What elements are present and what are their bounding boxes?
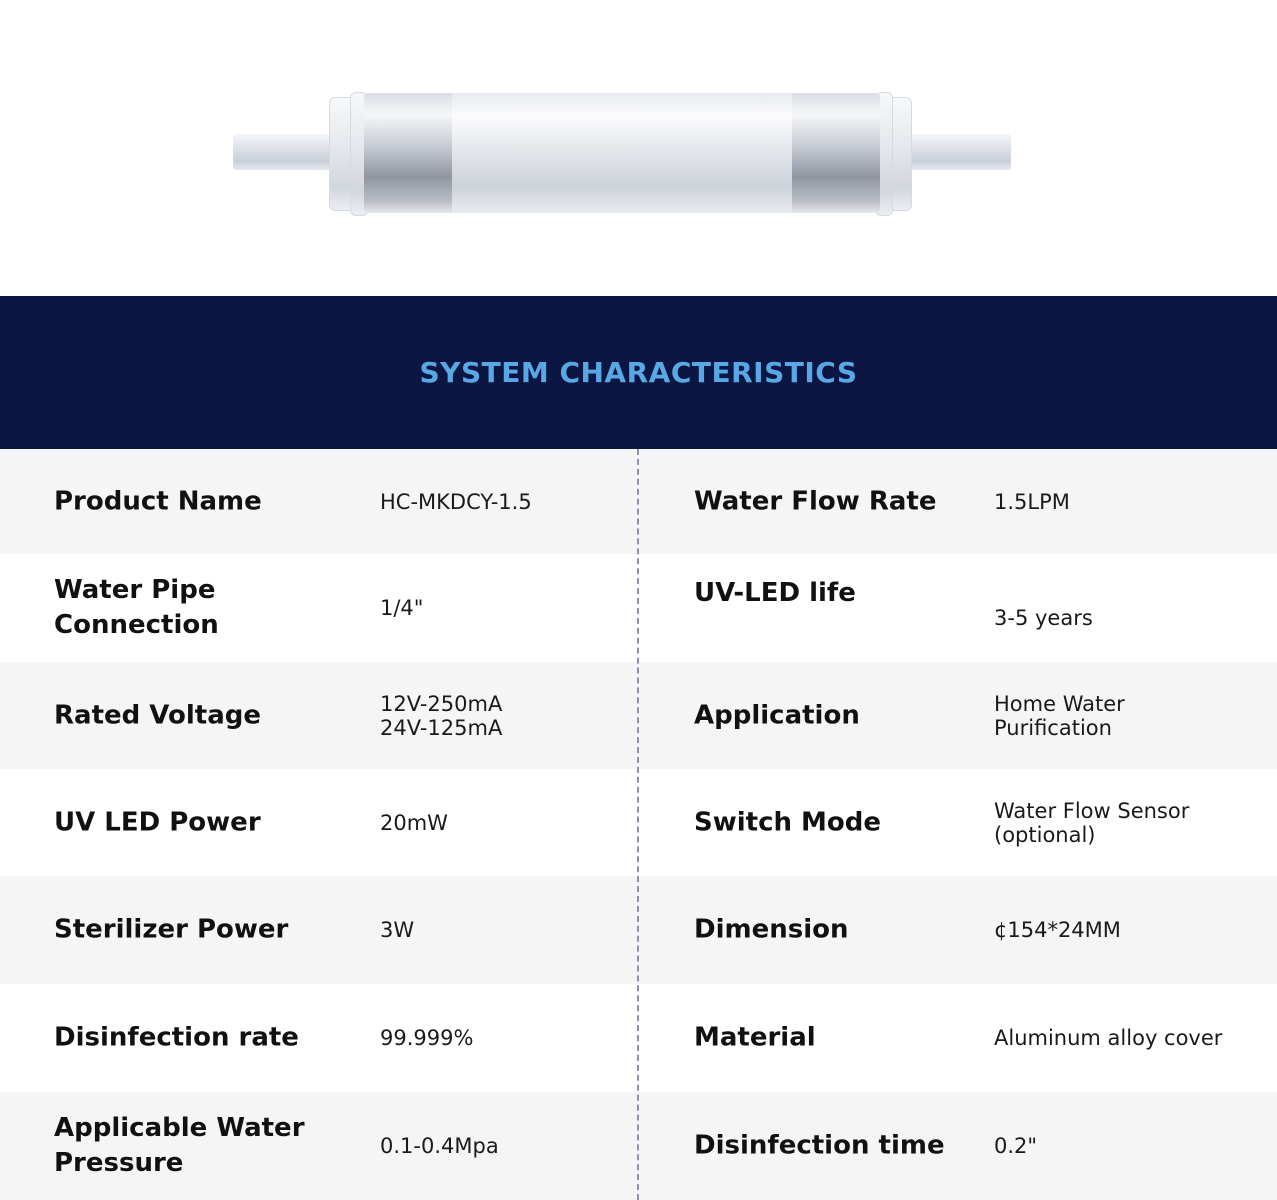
spec-value: 12V-250mA 24V-125mA bbox=[380, 691, 503, 740]
product-image bbox=[0, 0, 1277, 296]
spec-label: Switch Mode bbox=[694, 807, 882, 837]
spec-value: Aluminum alloy cover bbox=[994, 1026, 1223, 1050]
spec-value: 3-5 years bbox=[994, 606, 1093, 630]
spec-label: Dimension bbox=[694, 914, 849, 945]
spec-label: Product Name bbox=[54, 486, 262, 516]
spec-cell-right bbox=[638, 449, 1277, 554]
spec-cell-right bbox=[638, 769, 1277, 876]
spec-cell-right bbox=[638, 662, 1277, 769]
spec-cell-left bbox=[0, 554, 638, 662]
spec-cell-left bbox=[0, 769, 638, 876]
spec-cell-right bbox=[638, 984, 1277, 1092]
spec-label: Water Flow Rate bbox=[694, 486, 937, 516]
column-divider bbox=[637, 449, 639, 1200]
spec-value: ¢154*24MM bbox=[994, 918, 1121, 942]
spec-value: 0.2" bbox=[994, 1134, 1038, 1158]
spec-value: 20mW bbox=[380, 810, 448, 835]
spec-label: Material bbox=[694, 1022, 816, 1053]
spec-value: Home Water Purification bbox=[994, 691, 1125, 740]
spec-label: Application bbox=[694, 700, 860, 730]
spec-cell-left bbox=[0, 1092, 638, 1200]
spec-value: 1.5LPM bbox=[994, 489, 1070, 514]
spec-value: 0.1-0.4Mpa bbox=[380, 1134, 499, 1158]
sterilizer-tube bbox=[364, 93, 880, 213]
spec-label: UV-LED life bbox=[694, 578, 856, 608]
spec-label: Disinfection time bbox=[694, 1130, 945, 1161]
spec-cell-right bbox=[638, 1092, 1277, 1200]
spec-value: 3W bbox=[380, 918, 415, 942]
spec-label: Disinfection rate bbox=[54, 1022, 299, 1053]
spec-value: Water Flow Sensor (optional) bbox=[994, 798, 1190, 847]
spec-value: 99.999% bbox=[380, 1026, 474, 1050]
spec-label: UV LED Power bbox=[54, 807, 261, 837]
section-banner bbox=[0, 296, 1277, 449]
aluminum-sleeve bbox=[452, 93, 792, 213]
spec-cell-left bbox=[0, 876, 638, 984]
spec-cell-left bbox=[0, 984, 638, 1092]
spec-label: Rated Voltage bbox=[54, 700, 261, 730]
spec-label: Water Pipe Connection bbox=[54, 575, 219, 640]
left-water-pipe bbox=[233, 134, 339, 170]
spec-value: HC-MKDCY-1.5 bbox=[380, 489, 532, 514]
spec-cell-left bbox=[0, 449, 638, 554]
spec-cell-right bbox=[638, 554, 1277, 662]
spec-label: Sterilizer Power bbox=[54, 914, 289, 945]
spec-label: Applicable Water Pressure bbox=[54, 1113, 305, 1178]
right-water-pipe bbox=[903, 134, 1011, 170]
spec-value: 1/4" bbox=[380, 596, 424, 620]
section-title: SYSTEM CHARACTERISTICS bbox=[419, 356, 858, 389]
spec-cell-left bbox=[0, 662, 638, 769]
spec-cell-right bbox=[638, 876, 1277, 984]
